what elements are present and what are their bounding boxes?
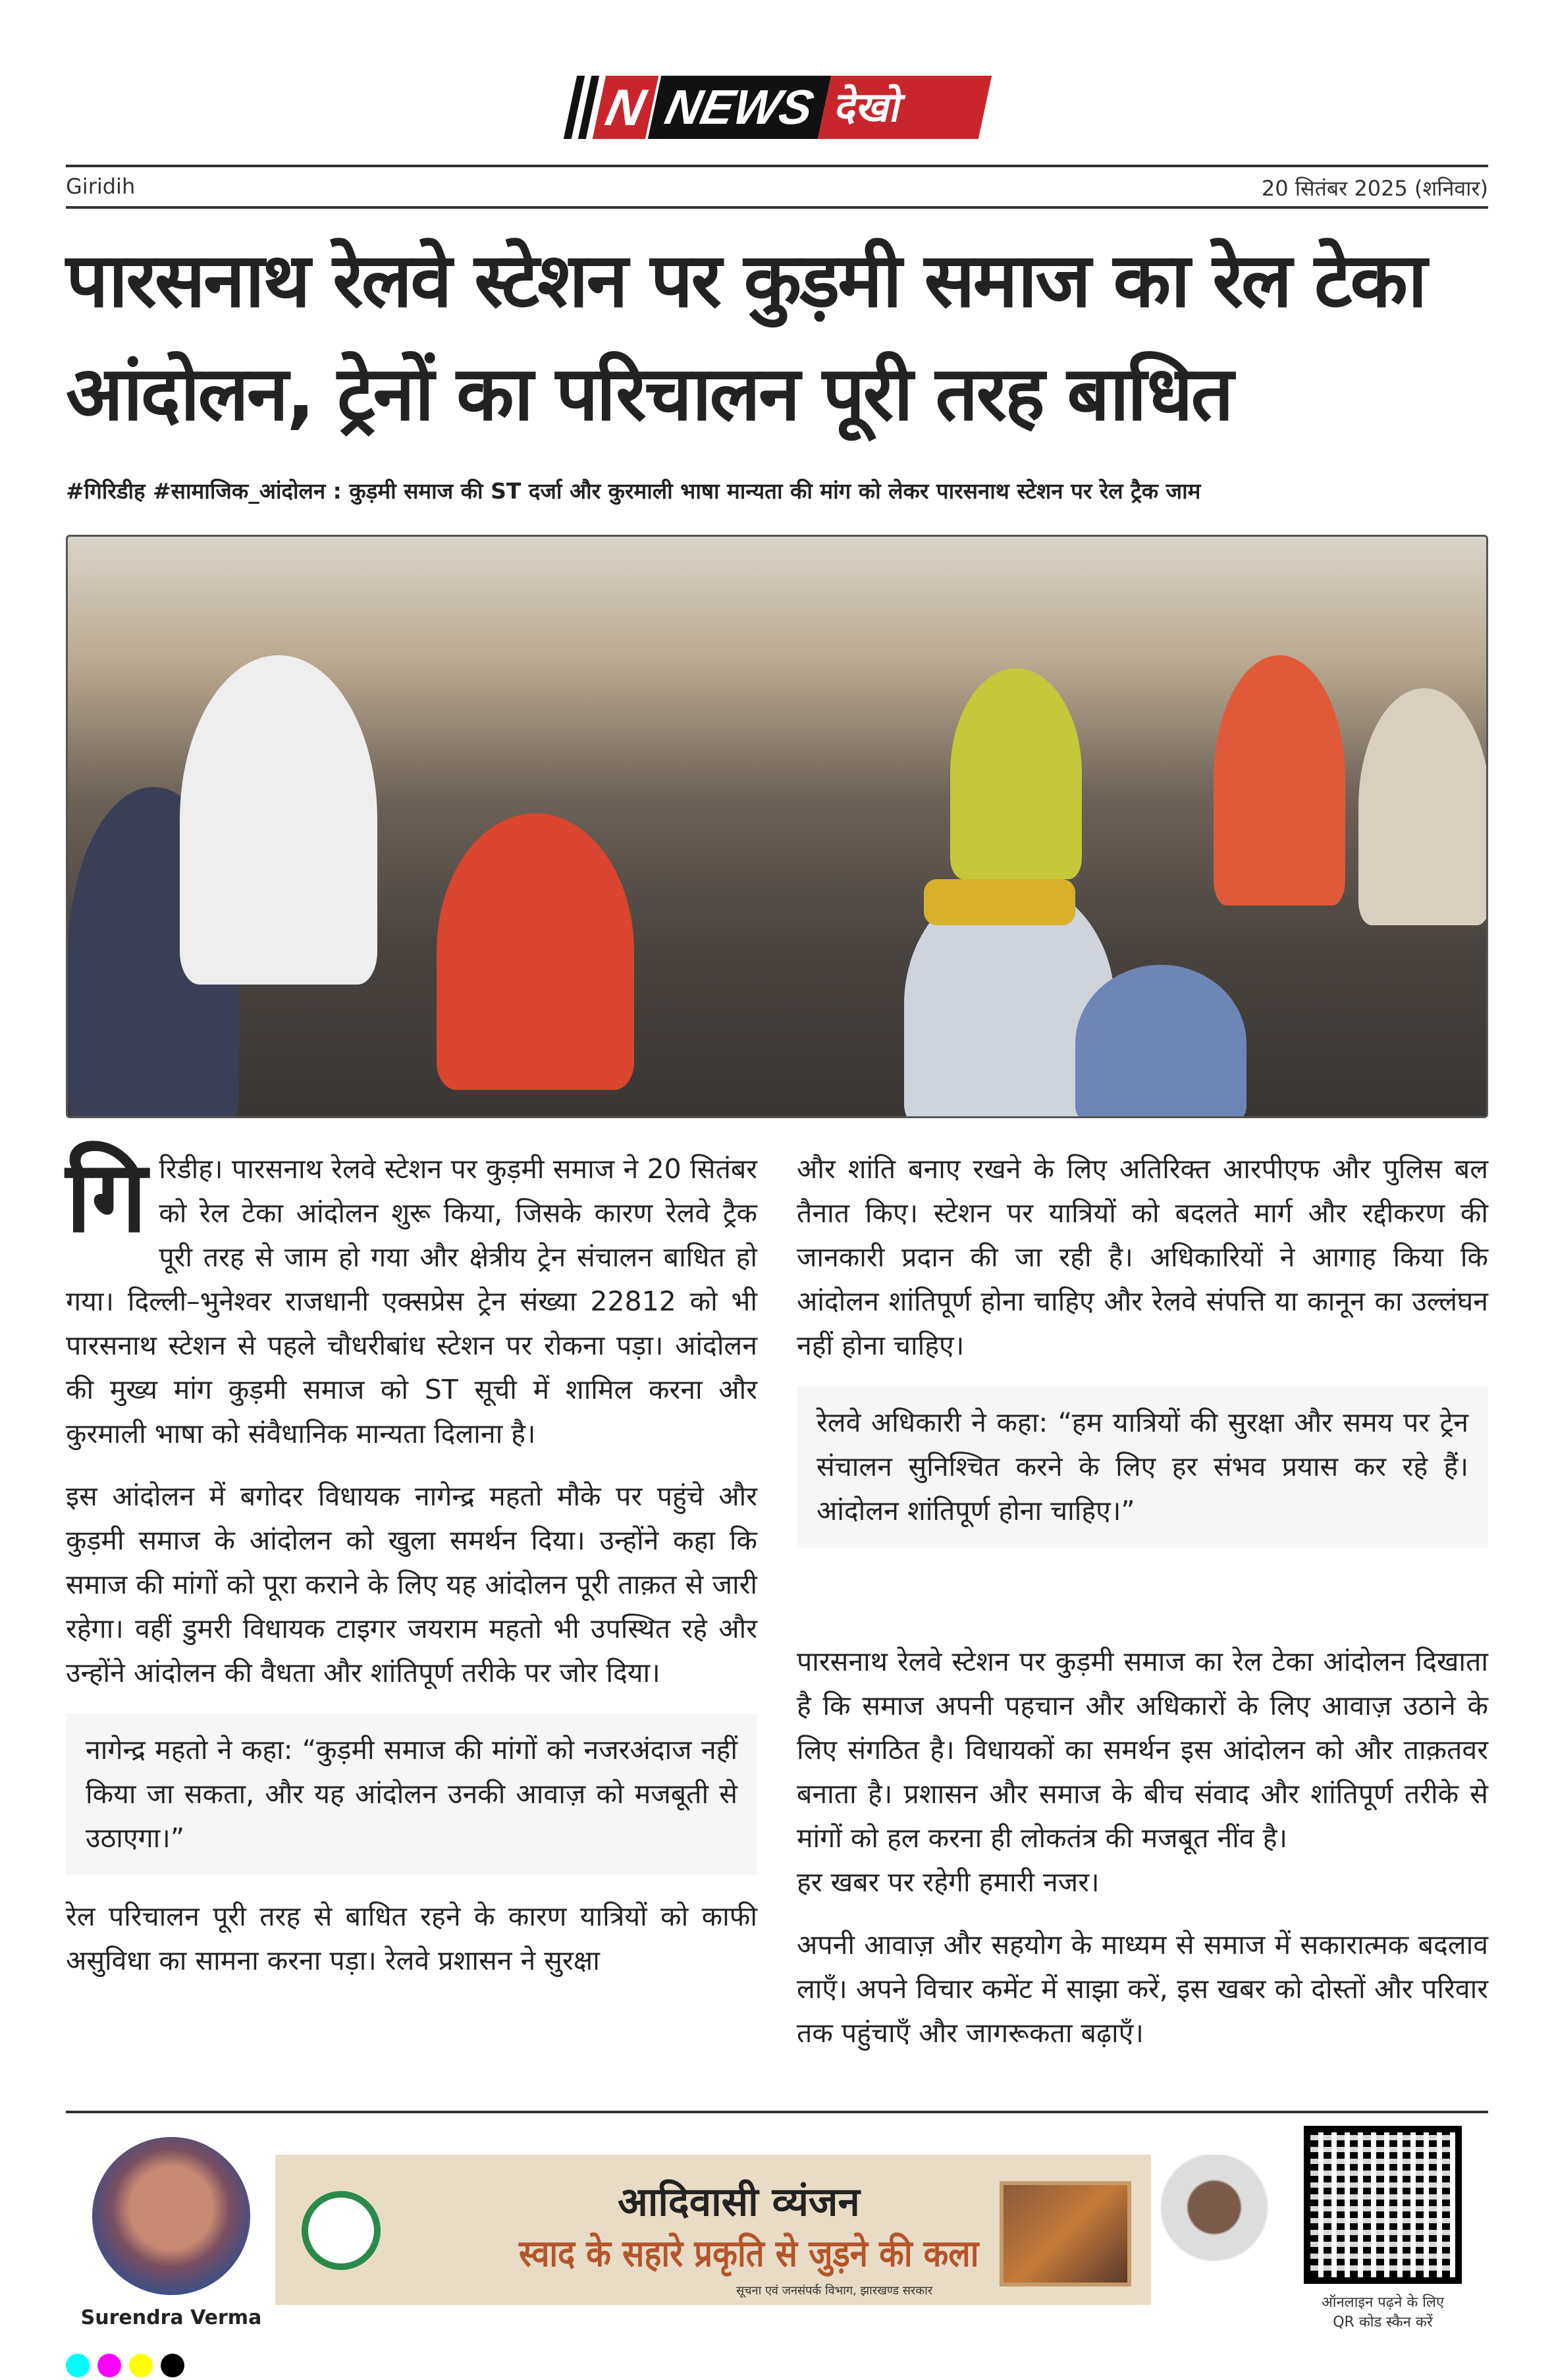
author-avatar xyxy=(92,2137,250,2295)
print-mark-cyan xyxy=(66,2354,90,2377)
news-dekho-logo[interactable] xyxy=(564,76,992,139)
logo-dekho: देखो xyxy=(818,76,992,139)
article-column-left xyxy=(66,1140,757,2001)
quote-railway-official: रेलवे अधिकारी ने कहा: “हम यात्रियों की सुरक्षा और समय पर ट्रेन संचालन सुनिश्चित करने के लिए हर संभव प्रयास कर रहे हैं। आंदोलन शांतिपूर्ण होना चाहिए।” xyxy=(797,1386,1488,1548)
edition-label: Giridih xyxy=(66,174,136,199)
print-mark-magenta xyxy=(97,2354,121,2377)
paragraph-6: अपनी आवाज़ और सहयोग के माध्यम से समाज में सकारात्मक बदलाव लाएँ। अपने विचार कमेंट में साझा करें, इस खबर को दोस्तों और परिवार तक पहुंचाएँ और जागरूकता बढ़ाएँ। xyxy=(797,1929,1488,2049)
advertisement-banner[interactable] xyxy=(275,2155,1277,2305)
logo-letter: N xyxy=(593,76,658,139)
ad-portrait xyxy=(1151,2155,1277,2305)
logo-news: NEWS xyxy=(648,76,831,139)
protest-photo xyxy=(66,535,1488,1118)
footer-rule xyxy=(66,2111,1488,2113)
paragraph-4: और शांति बनाए रखने के लिए अतिरिक्त आरपीएफ और पुलिस बल तैनात किए। स्टेशन पर यात्रियों को बदलते मार्ग और रद्दीकरण की जानकारी प्रदान की जा रही है। अधिकारियों ने आगाह किया कि आंदोलन शांतिपूर्ण होना चाहिए और रेलवे संपत्ति या कानून का उल्लंघन नहीं होना चाहिए। xyxy=(797,1153,1488,1361)
top-rule xyxy=(66,165,1488,167)
print-mark-black xyxy=(161,2354,184,2377)
ad-footer: सूचना एवं जनसंपर्क विभाग, झारखण्ड सरकार xyxy=(736,2284,933,2298)
ad-food-image xyxy=(1000,2181,1131,2286)
paragraph-2: इस आंदोलन में बगोदर विधायक नागेन्द्र महतो मौके पर पहुंचे और कुड़मी समाज के आंदोलन को खुला समर्थन दिया। उन्होंने कहा कि समाज की मांगों को पूरा कराने के लिए यह आंदोलन पूरी ताक़त से जारी रहेगा। वहीं डुमरी विधायक टाइगर जयराम महतो भी उपस्थित रहे और उन्होंने आंदोलन की वैधता और शांतिपूर्ण तरीके पर जोर दिया। xyxy=(66,1480,757,1689)
closing-line: हर खबर पर रहेगी हमारी नजर। xyxy=(797,1866,1100,1898)
article-column-right xyxy=(797,1147,1488,2074)
ad-title: आदिवासी व्यंजन xyxy=(618,2179,860,2225)
qr-caption xyxy=(1291,2293,1475,2333)
header-rule xyxy=(66,206,1488,209)
government-seal-icon xyxy=(302,2191,381,2270)
qr-code[interactable] xyxy=(1304,2126,1462,2284)
paragraph-3: रेल परिचालन पूरी तरह से बाधित रहने के कारण यात्रियों को काफी असुविधा का सामना करना पड़ा। रेलवे प्रशासन ने सुरक्षा xyxy=(66,1901,757,1976)
qr-caption-line-1: ऑनलाइन पढ़ने के लिए xyxy=(1321,2294,1445,2311)
qr-caption-line-2: QR कोड स्कैन करें xyxy=(1333,2314,1433,2331)
paragraph-5: पारसनाथ रेलवे स्टेशन पर कुड़मी समाज का रेल टेका आंदोलन दिखाता है कि समाज अपनी पहचान और अधिकारों के लिए आवाज़ उठाने के लिए संगठित है। विधायकों का समर्थन इस आंदोलन को और ताक़तवर बनाता है। प्रशासन और समाज के बीच संवाद और शांतिपूर्ण तरीके से मांगों को हल करना ही लोकतंत्र की मजबूत नींव है। xyxy=(797,1646,1488,1854)
date-label: 20 सितंबर 2025 (शनिवार) xyxy=(1261,176,1488,201)
author-name: Surendra Verma xyxy=(80,2306,262,2329)
quote-nagendra: नागेन्द्र महतो ने कहा: “कुड़मी समाज की मांगों को नजरअंदाज नहीं किया जा सकता, और यह आंदोलन उनकी आवाज़ को मजबूती से उठाएगा।” xyxy=(66,1714,757,1875)
drop-cap: गि xyxy=(66,1140,147,1255)
headline: पारसनाथ रेलवे स्टेशन पर कुड़मी समाज का रेल टेका आंदोलन, ट्रेनों का परिचालन पूरी तरह बाधित xyxy=(66,236,1426,437)
ad-subtitle: स्वाद के सहारे प्रकृति से जुड़ने की कला xyxy=(519,2232,979,2275)
tagline: #गिरिडीह #सामाजिक_आंदोलन : कुड़मी समाज की ST दर्जा और कुरमाली भाषा मान्यता की मांग को लेकर पारसनाथ स्टेशन पर रेल ट्रैक जाम xyxy=(66,478,1201,504)
paragraph-1: रिडीह। पारसनाथ रेलवे स्टेशन पर कुड़मी समाज ने 20 सितंबर को रेल टेका आंदोलन शुरू किया, जिसके कारण रेलवे ट्रैक पूरी तरह से जाम हो गया और क्षेत्रीय ट्रेन संचालन बाधित हो गया। दिल्ली–भुनेश्वर राजधानी एक्सप्रेस ट्रेन संख्या 22812 को भी पारसनाथ स्टेशन से पहले चौधरीबांध स्टेशन पर रोकना पड़ा। आंदोलन की मुख्य मांग कुड़मी समाज को ST सूची में शामिल करना और कुरमाली भाषा को संवैधानिक मान्यता दिलाना है। xyxy=(66,1153,757,1449)
print-mark-yellow xyxy=(129,2354,153,2377)
